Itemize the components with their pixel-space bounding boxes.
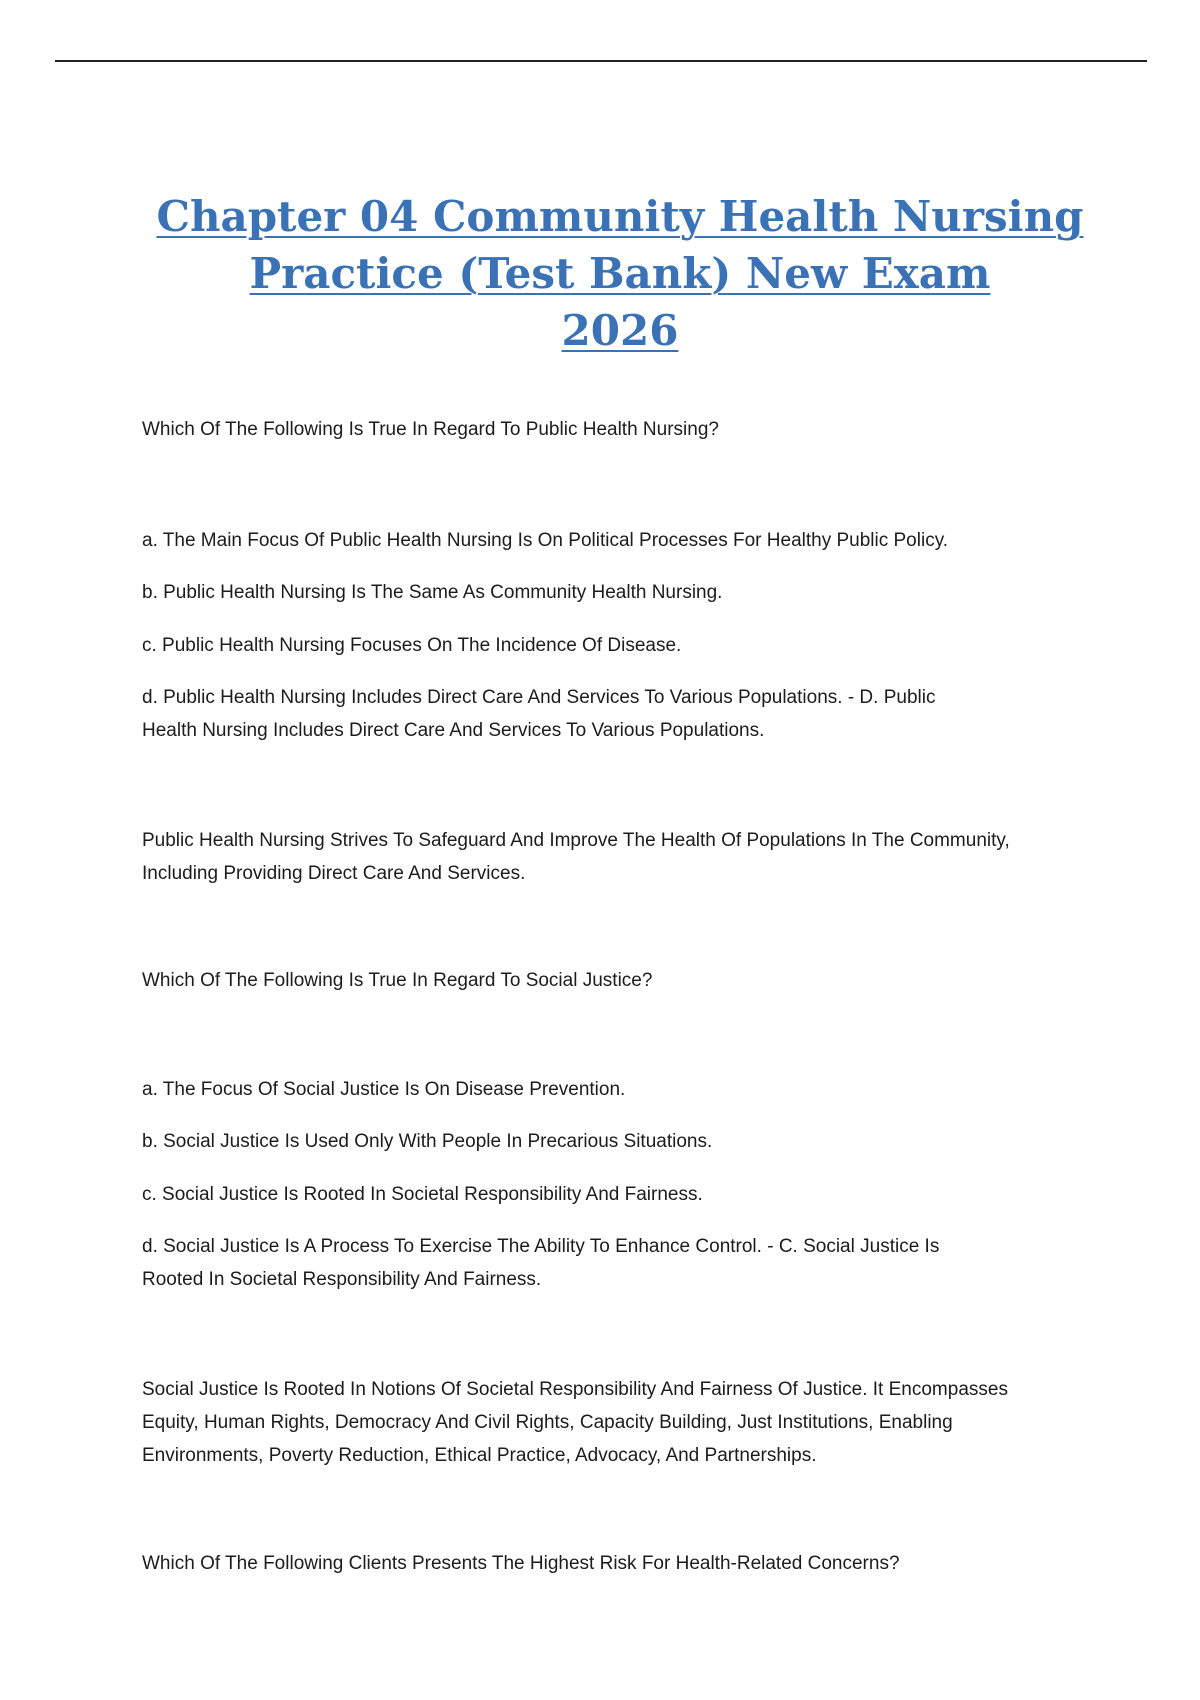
- question-2-text: Which Of The Following Is True In Regard To Social Justice?: [142, 970, 653, 991]
- title-line-3: 2026: [561, 306, 679, 355]
- title-line-1: Chapter 04 Community Health Nursing: [156, 192, 1084, 241]
- question-2-option-d: d. Social Justice Is A Process To Exercise The Ability To Enhance Control. - C. Social Justice Is Rooted In Societal Responsibility And Fairness.: [142, 1236, 940, 1290]
- question-2-option-a: a. The Focus Of Social Justice Is On Disease Prevention.: [142, 1079, 626, 1100]
- document-title: [120, 188, 1120, 359]
- question-1-rationale: Public Health Nursing Strives To Safeguard And Improve The Health Of Populations In The Community, Including Providing Direct Care And Services.: [142, 830, 1010, 884]
- question-2-option-b: b. Social Justice Is Used Only With People In Precarious Situations.: [142, 1131, 713, 1152]
- question-1-option-c: c. Public Health Nursing Focuses On The Incidence Of Disease.: [142, 635, 682, 656]
- question-1-text: Which Of The Following Is True In Regard To Public Health Nursing?: [142, 419, 719, 440]
- question-1-option-b: b. Public Health Nursing Is The Same As Community Health Nursing.: [142, 582, 723, 603]
- question-1-option-d: d. Public Health Nursing Includes Direct Care And Services To Various Populations. - D. Public Health Nursing Includes Direct Care And Services To Various Populations.: [142, 687, 936, 741]
- question-2-rationale: Social Justice Is Rooted In Notions Of Societal Responsibility And Fairness Of Justice. It Encompasses Equity, Human Rights, Democracy And Civil Rights, Capacity Building, Just Institutions, Enabling Environments, Poverty Reduction, Ethical Practice, Advocacy, And Partnerships.: [142, 1379, 1008, 1466]
- question-1-option-a: a. The Main Focus Of Public Health Nursing Is On Political Processes For Healthy Public Policy.: [142, 530, 949, 551]
- question-2-option-c: c. Social Justice Is Rooted In Societal Responsibility And Fairness.: [142, 1184, 703, 1205]
- header-rule: [55, 60, 1147, 62]
- title-line-2: Practice (Test Bank) New Exam: [249, 249, 991, 298]
- question-3-text: Which Of The Following Clients Presents The Highest Risk For Health-Related Concerns?: [142, 1553, 900, 1574]
